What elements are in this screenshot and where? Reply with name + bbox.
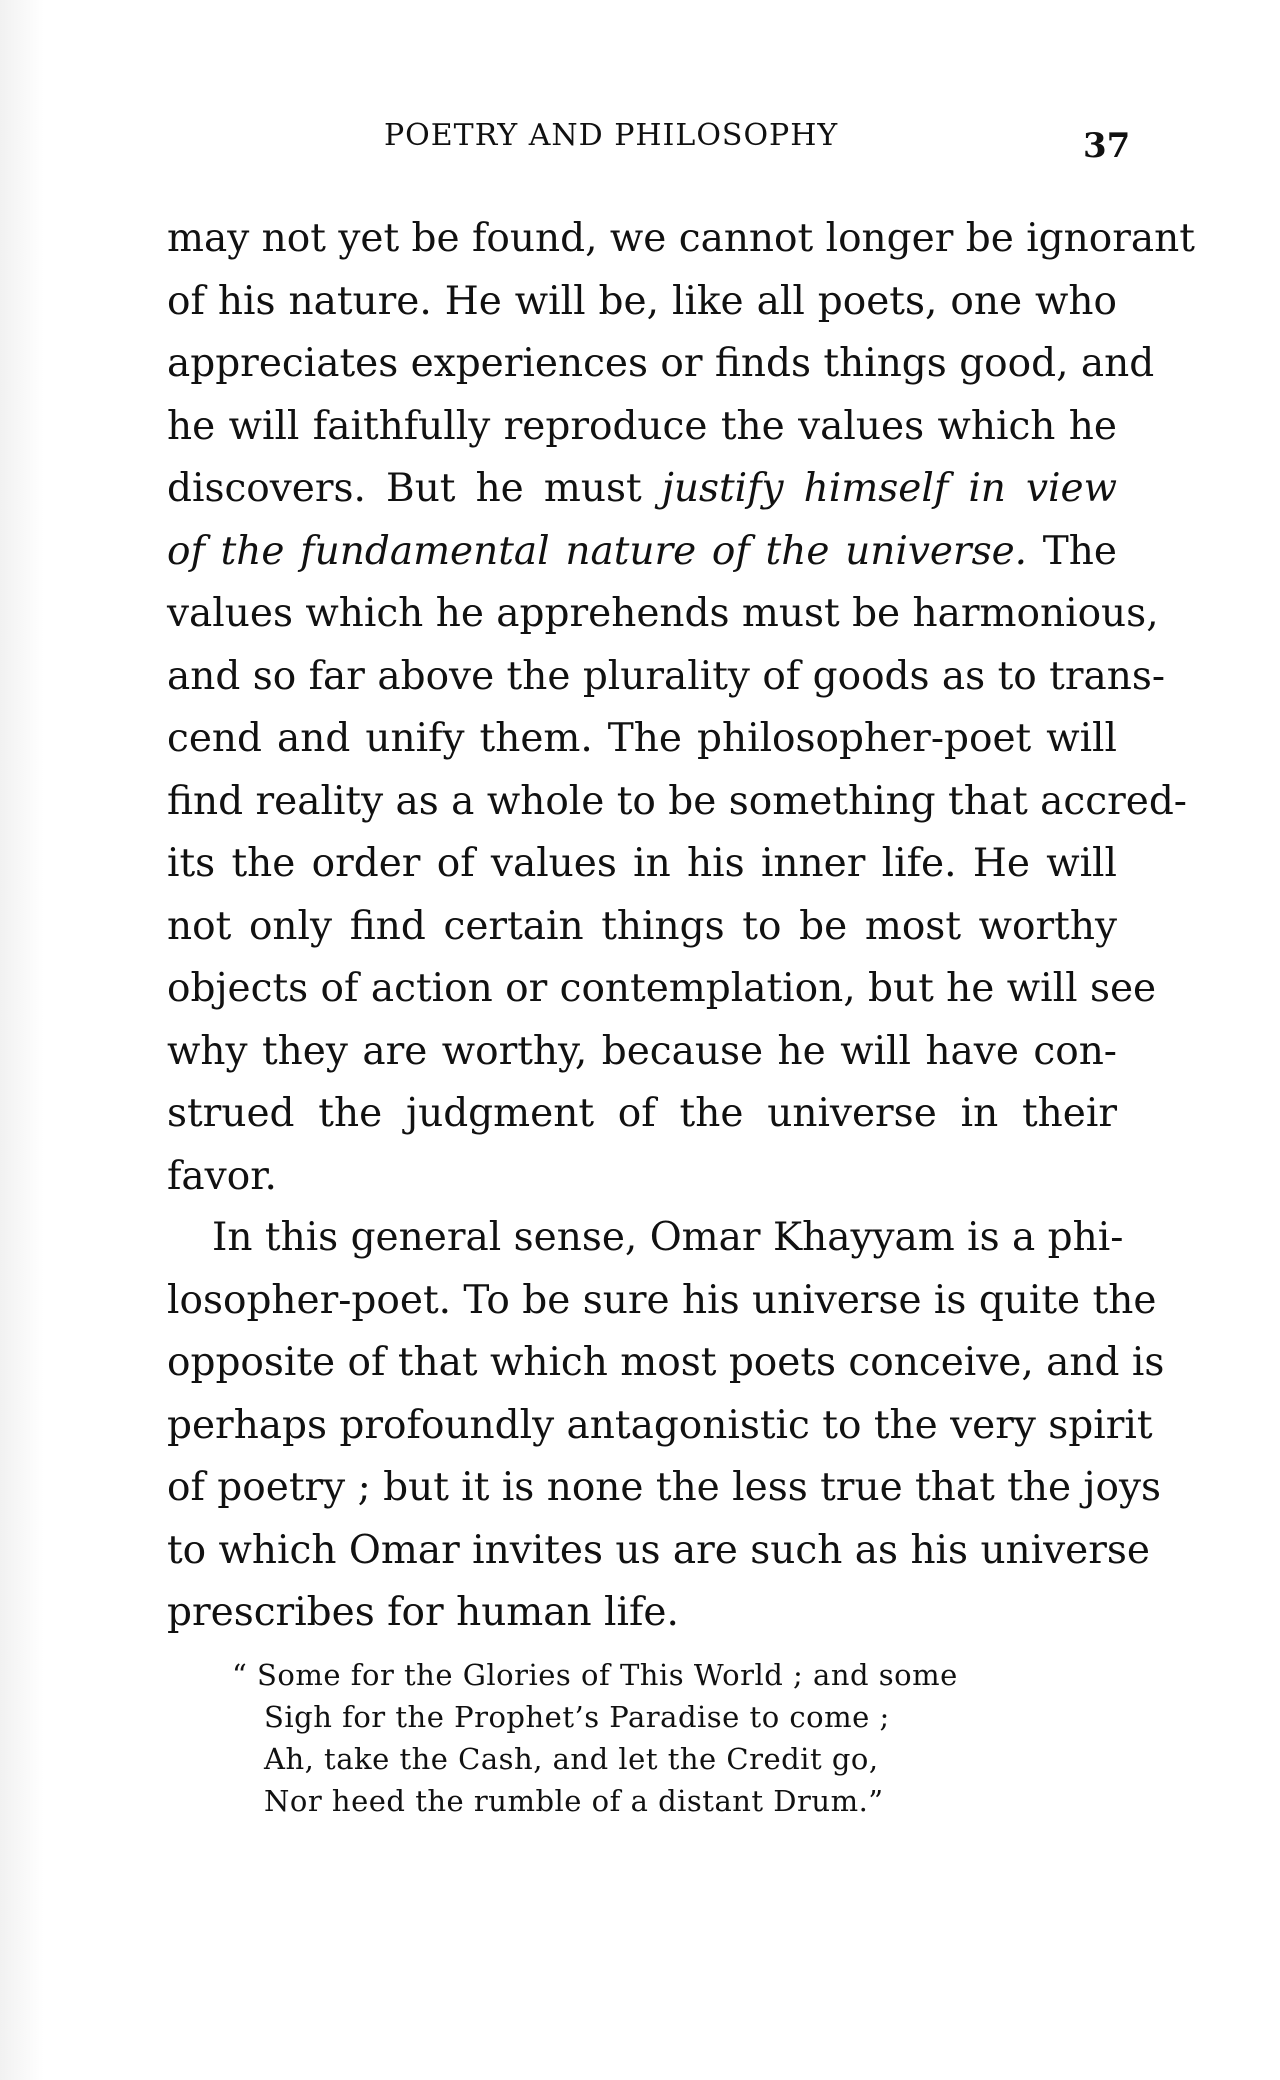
- text-line: prescribes for human life.: [167, 1590, 679, 1635]
- text-line: to which Omar invites us are such as his universe: [167, 1527, 1150, 1573]
- text-line: opposite of that which most poets conceive, and is: [167, 1340, 1165, 1385]
- text-segment: The: [1042, 528, 1117, 574]
- text-line: find reality as a whole to be something that accred-: [167, 778, 1187, 824]
- page-number: 37: [1083, 126, 1131, 166]
- text-line: appreciates experiences or finds things good, and: [167, 341, 1155, 386]
- text-line: he will faithfully reproduce the values which he: [167, 403, 1117, 449]
- verse-quotation: [232, 1654, 958, 1822]
- text-line: losopher-poet. To be sure his universe is quite the: [167, 1277, 1157, 1323]
- text-line: values which he apprehends must be harmonious,: [167, 591, 1159, 636]
- verse-line: “ Some for the Glories of This World ; and some: [232, 1658, 958, 1692]
- running-head: POETRY AND PHILOSOPHY: [384, 118, 839, 153]
- text-segment: discovers. But he must: [167, 466, 642, 511]
- text-line: [167, 521, 1117, 584]
- paragraph-2: [167, 1207, 1165, 1645]
- text-line: why they are worthy, because he will have con-: [167, 1028, 1117, 1074]
- text-line: not only find certain things to be most worthy: [167, 903, 1117, 949]
- text-line: [167, 458, 1117, 521]
- verse-line: Ah, take the Cash, and let the Credit go,: [264, 1742, 879, 1776]
- text-line: strued the judgment of the universe in their: [167, 1091, 1117, 1136]
- text-line: may not yet be found, we cannot longer be ignorant: [167, 216, 1195, 261]
- verse-line: Nor heed the rumble of a distant Drum.”: [264, 1784, 884, 1818]
- text-line: objects of action or contemplation, but he will see: [167, 966, 1157, 1011]
- italic-phrase: of the fundamental nature of the universe.: [167, 528, 1028, 574]
- text-line: In this general sense, Omar Khayyam is a phi-: [212, 1215, 1124, 1260]
- text-line: perhaps profoundly antagonistic to the very spirit: [167, 1402, 1153, 1448]
- text-line: of his nature. He will be, like all poets, one who: [167, 278, 1117, 324]
- text-line: and so far above the plurality of goods as to trans-: [167, 653, 1166, 699]
- text-line: of poetry ; but it is none the less true that the joys: [167, 1465, 1162, 1510]
- verse-line: Sigh for the Prophet’s Paradise to come ;: [264, 1700, 890, 1734]
- italic-phrase: justify himself in view: [661, 466, 1117, 511]
- paragraph-1: [167, 208, 1195, 1208]
- text-line: cend and unify them. The philosopher-poet will: [167, 716, 1117, 761]
- text-line: favor.: [167, 1153, 277, 1199]
- scan-edge-shading: [0, 0, 44, 2080]
- text-line: its the order of values in his inner life. He will: [167, 841, 1117, 886]
